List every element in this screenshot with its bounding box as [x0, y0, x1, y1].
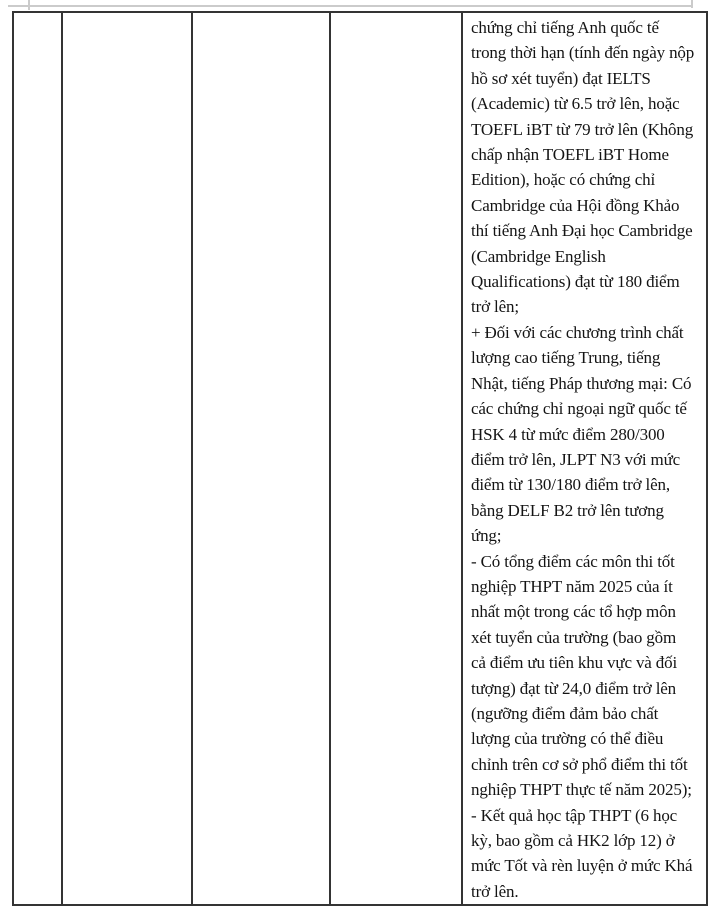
- criteria-text-line: lượng cao tiếng Trung, tiếng: [471, 348, 661, 368]
- criteria-text-line: TOEFL iBT từ 79 trở lên (Không: [471, 119, 694, 139]
- criteria-text-line: trở lên.: [471, 881, 519, 901]
- criteria-text-line: xét tuyển của trường (bao gồm: [471, 627, 677, 647]
- criteria-text-line: chứng chỉ tiếng Anh quốc tế: [471, 18, 659, 37]
- criteria-text-line: điểm trở lên, JLPT N3 với mức: [471, 449, 681, 469]
- criteria-text: [471, 15, 704, 904]
- criteria-text-line: Edition), hoặc có chứng chỉ: [471, 170, 656, 190]
- table-cell-empty-3: [193, 13, 331, 904]
- criteria-text-line: (Academic) từ 6.5 trở lên, hoặc: [471, 94, 680, 114]
- gridline-remnant-vertical-right: [691, 0, 693, 8]
- criteria-text-line: Cambridge của Hội đồng Khảo: [471, 195, 680, 215]
- criteria-text-line: trở lên;: [471, 297, 519, 317]
- criteria-text-line: HSK 4 từ mức điểm 280/300: [471, 424, 665, 444]
- criteria-text-line: lượng của trường có thể điều: [471, 729, 664, 749]
- criteria-text-line: nghiệp THPT thực tế năm 2025);: [471, 780, 692, 800]
- criteria-text-line: chỉnh trên cơ sở phổ điểm thi tốt: [471, 754, 688, 774]
- criteria-text-line: - Có tổng điểm các môn thi tốt: [471, 551, 675, 571]
- criteria-text-line: chấp nhận TOEFL iBT Home: [471, 145, 669, 165]
- criteria-text-line: nhất một trong các tổ hợp môn: [471, 602, 676, 622]
- criteria-text-line: ứng;: [471, 526, 502, 546]
- criteria-text-line: nghiệp THPT năm 2025 của ít: [471, 576, 673, 596]
- criteria-text-line: (ngưỡng điểm đảm bảo chất: [471, 703, 659, 723]
- criteria-text-line: + Đối với các chương trình chất: [471, 322, 684, 342]
- criteria-text-line: mức Tốt và rèn luyện ở mức Khá: [471, 856, 693, 876]
- table-cell-empty-1: [14, 13, 63, 904]
- criteria-text-line: (Cambridge English: [471, 246, 606, 266]
- criteria-text-line: cả điểm ưu tiên khu vực và đối: [471, 653, 678, 673]
- criteria-text-line: Nhật, tiếng Pháp thương mại: Có: [471, 373, 692, 393]
- criteria-text-line: tượng) đạt từ 24,0 điểm trở lên: [471, 678, 677, 698]
- criteria-text-line: kỳ, bao gồm cả HK2 lớp 12) ở: [471, 831, 675, 850]
- gridline-remnant-horizontal: [8, 5, 693, 7]
- criteria-text-line: điểm từ 130/180 điểm trở lên,: [471, 475, 670, 495]
- criteria-text-line: thí tiếng Anh Đại học Cambridge: [471, 221, 693, 241]
- table-cell-empty-4: [331, 13, 463, 904]
- admission-criteria-table: [12, 11, 708, 906]
- criteria-text-line: trong thời hạn (tính đến ngày nộp: [471, 43, 695, 63]
- admission-criteria-cell: [463, 13, 706, 904]
- criteria-text-line: bằng DELF B2 trở lên tương: [471, 500, 664, 520]
- table-cell-empty-2: [63, 13, 193, 904]
- criteria-text-line: Qualifications) đạt từ 180 điểm: [471, 272, 680, 292]
- criteria-text-line: hồ sơ xét tuyển) đạt IELTS: [471, 68, 651, 88]
- criteria-text-line: - Kết quả học tập THPT (6 học: [471, 805, 678, 825]
- gridline-remnant-vertical-left: [28, 0, 30, 10]
- criteria-text-line: các chứng chỉ ngoại ngữ quốc tế: [471, 399, 687, 419]
